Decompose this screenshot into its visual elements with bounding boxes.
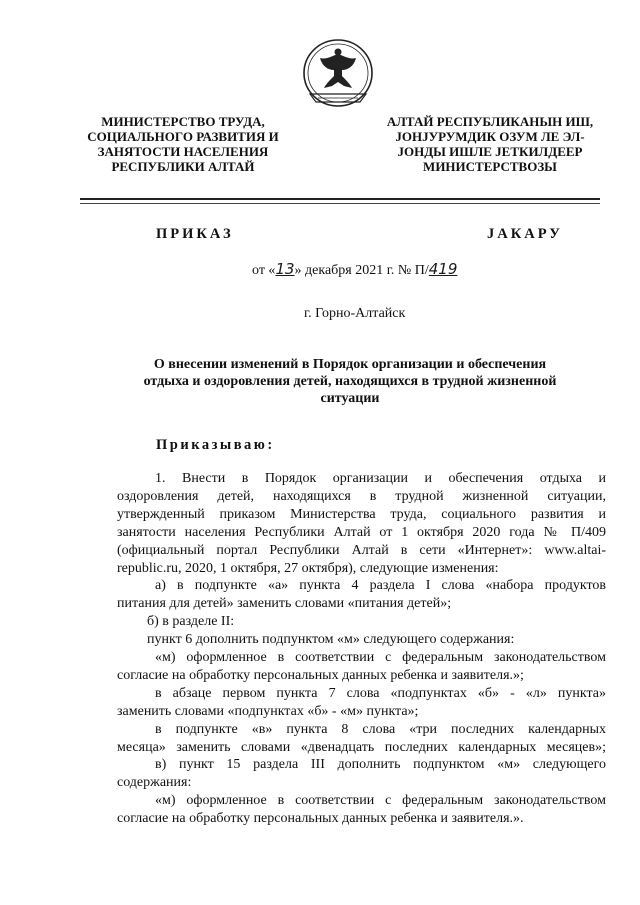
order-title-altai: ЈАКАРУ <box>487 226 563 242</box>
body-line: заменить словами «подпунктах «б» - «м» пункта»; <box>117 703 419 719</box>
body-line: месяца» заменить словами «двенадцать последних календарных месяцев»; <box>117 739 606 755</box>
body-line: занятости населения Республики Алтай от 1 октября 2020 года № П/409 <box>117 524 606 540</box>
order-subject <box>120 356 580 407</box>
header-right-line: МИНИСТЕРСТВОЗЫ <box>423 159 557 174</box>
header-left-line: ЗАНЯТОСТИ НАСЕЛЕНИЯ <box>97 144 269 159</box>
order-title-russian: ПРИКАЗ <box>156 226 234 242</box>
handwritten-day: 13 <box>275 260 295 278</box>
body-line: содержания: <box>117 775 192 791</box>
city-name: г. Горно-Алтайск <box>304 306 406 321</box>
body-line: а) в подпункте «а» пункта 4 раздела I слова «набора продуктов <box>155 578 606 594</box>
header-right-line: АЛТАЙ РЕСПУБЛИКАНЫН ИШ, <box>386 114 594 129</box>
date-middle: » декабря 2021 г. № П/ <box>294 263 429 278</box>
body-line: (официальный портал Республики Алтай в сети «Интернет»: www.altai- <box>117 542 606 558</box>
body-line: питания для детей» заменить словами «питания детей»; <box>117 596 452 612</box>
republic-altai-emblem-icon <box>296 36 380 110</box>
subject-line: отдыха и оздоровления детей, находящихся в трудной жизненной <box>143 374 557 389</box>
body-line: в) пункт 15 раздела III дополнить подпунктом «м» следующего <box>155 757 606 773</box>
body-line: оздоровления детей, находящихся в трудной жизненной ситуации, <box>117 488 606 504</box>
body-line: утвержденный приказом Министерства труда, социального развития и <box>117 506 606 522</box>
body-line: в подпункте «в» пункта 8 слова «три последних календарных <box>155 721 606 737</box>
header-left-line: МИНИСТЕРСТВО ТРУДА, <box>101 114 265 129</box>
body-line: б) в разделе II: <box>147 614 235 630</box>
body-line: 1. Внести в Порядок организации и обеспечения отдыха и <box>155 471 606 486</box>
handwritten-order-number: 419 <box>428 260 458 278</box>
decree-word: Приказываю: <box>156 437 275 453</box>
header-right-line: ЈОНЈУРУМДИК ОЗУМ ЛЕ ЭЛ- <box>395 129 585 144</box>
ministry-name-russian <box>78 114 288 174</box>
body-line: пункт 6 дополнить подпунктом «м» следующего содержания: <box>147 632 515 648</box>
header-left-line: СОЦИАЛЬНОГО РАЗВИТИЯ И <box>87 129 279 144</box>
header-right-line: ЈОНДЫ ИШЛЕ ЈЕТКИЛДЕЕР <box>397 144 583 159</box>
date-prefix: от « <box>252 263 276 278</box>
ministry-name-altai <box>385 114 595 174</box>
body-line: согласие на обработку персональных данных ребенка и заявителя.»; <box>117 667 524 683</box>
body-line: в абзаце первом пункта 7 слова «подпунктах «б» - «л» пункта» <box>155 685 606 701</box>
body-line: «м) оформленное в соответствии с федеральным законодательством <box>155 793 606 809</box>
body-line: republic.ru, 2020, 1 октября, 27 октября), следующие изменения: <box>117 560 499 576</box>
body-line: «м) оформленное в соответствии с федеральным законодательством <box>155 650 606 665</box>
subject-line: ситуации <box>320 391 380 406</box>
header-divider-thick <box>80 198 600 200</box>
subject-line: О внесении изменений в Порядок организации и обеспечения <box>153 357 547 372</box>
body-line: согласие на обработку персональных данных ребенка и заявителя.». <box>117 811 524 827</box>
header-divider-thin <box>80 203 600 204</box>
header-left-line: РЕСПУБЛИКИ АЛТАЙ <box>111 159 255 174</box>
order-date-line <box>252 260 457 279</box>
